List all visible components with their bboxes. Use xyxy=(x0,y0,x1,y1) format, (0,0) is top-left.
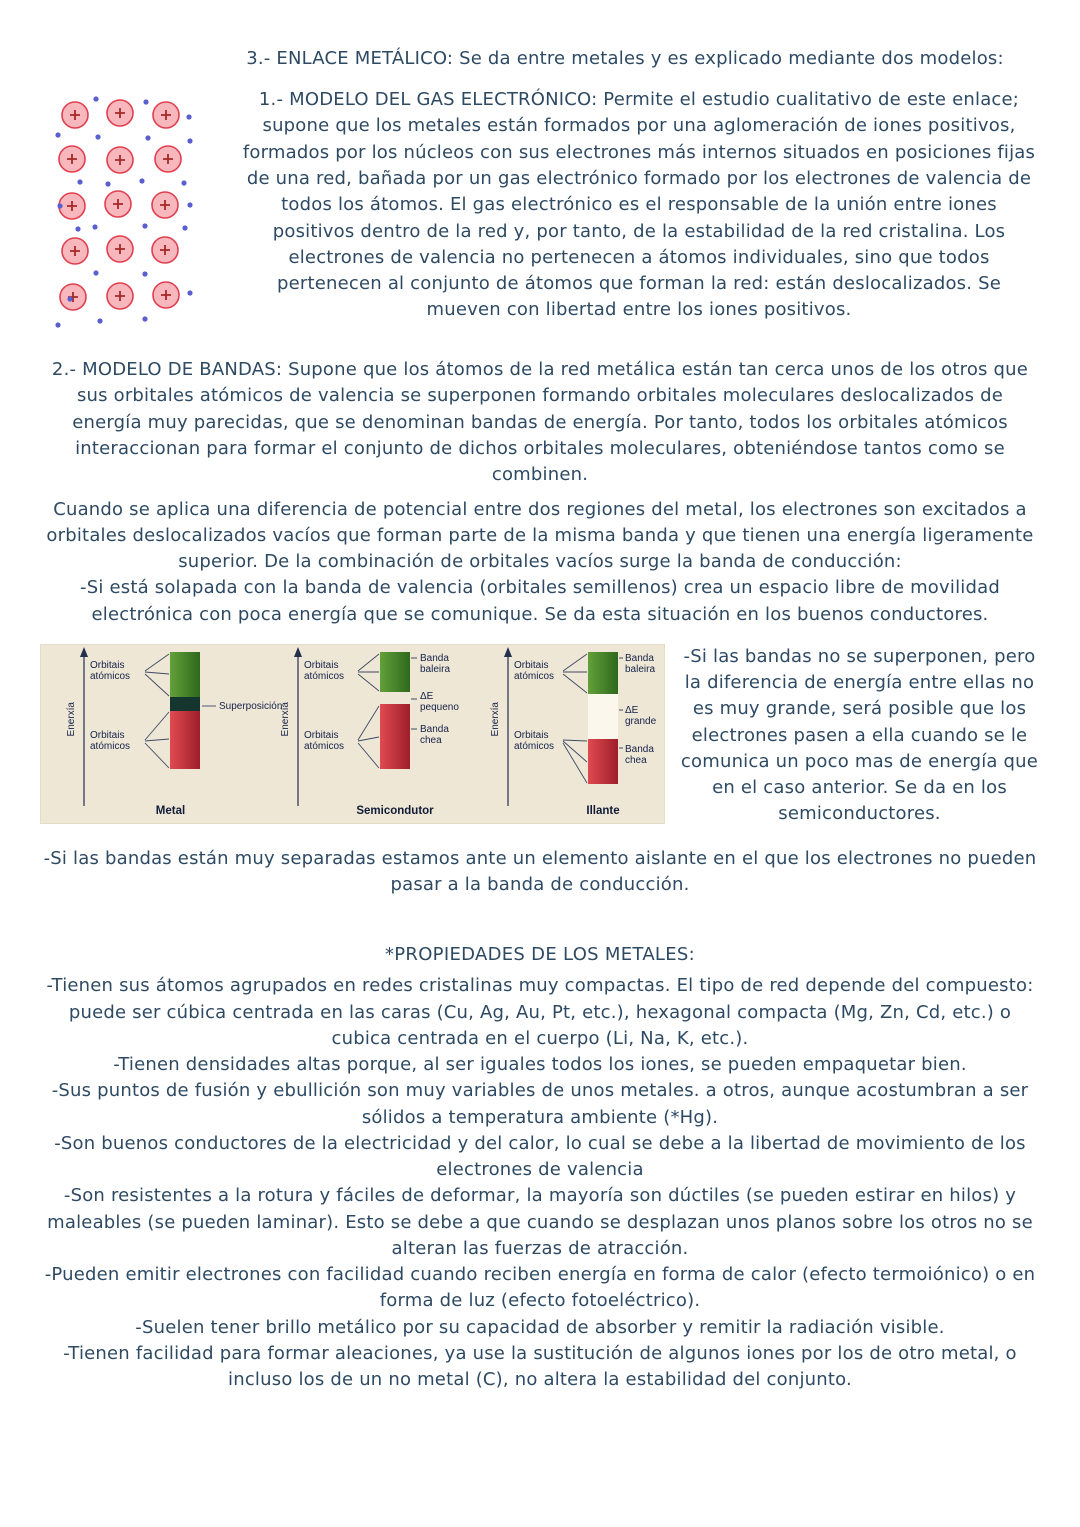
property-item: -Sus puntos de fusión y ebullición son muy variables de unos metales. a otros, aunque acostumbran a ser sólidos a temperatura ambiente (*Hg). xyxy=(51,1080,1029,1128)
empty-band-label: Banda baleira xyxy=(420,652,451,676)
property-item: -Pueden emitir electrones con facilidad cuando reciben energía en forma de calor (efecto termoiónico) o en forma de luz (efecto fotoeléctrico). xyxy=(44,1264,1036,1312)
paragraph-conduction: Cuando se aplica una diferencia de potencial entre dos regiones del metal, los electrones son excitados a orbitales deslocalizados vacíos que forman parte de la misma banda y que tienen una energía ligeramente superior. De la combinación de orbitales vacíos surge la banda de conducción: xyxy=(46,498,1034,573)
energy-axis-label: Enerxía xyxy=(280,701,291,737)
gap-label: ΔE grande xyxy=(625,704,657,728)
metal-full-band xyxy=(170,711,200,769)
ion-lattice-figure xyxy=(50,93,200,333)
property-item: -Son buenos conductores de la electricidad y del calor, lo cual se debe a la libertad de movimiento de los electrones de valencia xyxy=(54,1132,1026,1181)
full-band-label: Banda chea xyxy=(420,723,449,747)
page-title: 3.- ENLACE METÁLICO: Se da entre metales y es explicado mediante dos modelos: xyxy=(246,48,1004,69)
insulator-full-band xyxy=(588,739,618,784)
orbitals-label: Orbitais atómicos xyxy=(90,659,131,683)
insulator-band-column xyxy=(588,652,618,784)
orbitals-label: Orbitais atómicos xyxy=(514,729,555,753)
insulator-caption: Illante xyxy=(586,804,620,817)
paragraph-conductors: -Si está solapada con la banda de valencia (orbitales semillenos) crea un espacio libre de movilidad electrónica con poca energía que se comunique. Se da esta situación en los buenos conductores. xyxy=(80,577,1000,625)
properties-heading: *PROPIEDADES DE LOS METALES: xyxy=(384,944,696,966)
semiconductor-gap xyxy=(380,692,410,704)
superposition-label: Superposición xyxy=(219,700,283,712)
intro-section xyxy=(40,87,1040,337)
semiconductor-band-column xyxy=(380,652,410,769)
property-item: -Tienen sus átomos agrupados en redes cristalinas muy compactas. El tipo de red depende del compuesto: puede ser cúbica centrada en las caras (Cu, Ag, Au, Pt, etc.), hexagonal compacta (Mg, Zn, Cd, etc.) o cubica centrada en el cuerpo (Li, Na, K, etc.). xyxy=(46,975,1034,1049)
energy-axis-label: Enerxía xyxy=(490,701,501,737)
semiconductor-empty-band xyxy=(380,652,410,692)
orbitals-label: Orbitais atómicos xyxy=(304,659,345,683)
insulator-gap xyxy=(588,694,618,739)
orbitals-label: Orbitais atómicos xyxy=(514,659,555,683)
paragraph-bands-model: 2.- MODELO DE BANDAS: Supone que los átomos de la red metálica están tan cerca unos de los otros que sus orbitales atómicos de valencia se superponen formando orbitales moleculares deslocalizados de energía muy parecidas, que se denominan bandas de energía. Por tanto, todos los orbitales atómicos interaccionan para formar el conjunto de dichos orbitales moleculares, obteniéndose tantos como se combinen. xyxy=(51,359,1029,486)
orbitals-label: Orbitais atómicos xyxy=(90,729,131,753)
metal-empty-band xyxy=(170,652,200,697)
metal-overlap-band xyxy=(170,697,200,711)
property-item: -Suelen tener brillo metálico por su capacidad de absorber y remitir la radiación visible. xyxy=(135,1316,945,1338)
ion-lattice-svg xyxy=(50,93,200,333)
full-band-label: Banda chea xyxy=(625,743,654,767)
property-item: -Tienen facilidad para formar aleaciones, ya use la sustitución de algunos iones por los de otro metal, o incluso los de un no metal (C), no altera la estabilidad del conjunto. xyxy=(63,1342,1017,1391)
empty-band-label: Banda baleira xyxy=(625,652,656,676)
paragraph-insulators-note: -Si las bandas están muy separadas estamos ante un elemento aislante en el que los electrones no pueden pasar a la banda de conducción. xyxy=(43,847,1037,895)
paragraph-gas-model: 1.- MODELO DEL GAS ELECTRÓNICO: Permite el estudio cualitativo de este enlace; supone que los metales están formados por una aglomeración de iones positivos, formados por los núcleos con sus electrones más internos situados en posiciones fijas de una red, bañada por un gas electrónico formado por los electrones de valencia de todos los átomos. El gas electrónico es el responsable de la unión entre iones positivos dentro de la red y, por tanto, de la estabilidad de la red cristalina. Los electrones de valencia no pertenecen a átomos individuales, sino que todos pertenecen al conjunto de átomos que forman la red: están deslocalizados. Se mueven con libertad entre los iones positivos. xyxy=(242,89,1036,321)
property-item: -Son resistentes a la rotura y fáciles de deformar, la mayoría son dúctiles (se pueden estirar en hilos) y maleables (se pueden laminar). Esto se debe a que cuando se desplazan unos planos sobre los otros no se alteran las fuerzas de atracción. xyxy=(47,1185,1033,1259)
gap-label: ΔE pequeno xyxy=(420,690,459,714)
semiconductor-caption: Semicondutor xyxy=(356,804,434,817)
band-diagram-figure xyxy=(40,644,665,824)
insulator-empty-band xyxy=(588,652,618,694)
metal-band-column xyxy=(170,652,200,769)
property-item: -Tienen densidades altas porque, al ser iguales todos los iones, se pueden empaquetar bien. xyxy=(113,1054,967,1076)
properties-list xyxy=(40,973,1040,1393)
paragraph-semiconductors-note: -Si las bandas no se superponen, pero la diferencia de energía entre ellas no es muy grande, será posible que los electrones pasen a ella cuando se le comunica un poco mas de energía que en el caso anterior. Se da en los semiconductores. xyxy=(680,645,1039,825)
energy-axis-label: Enerxía xyxy=(66,701,77,737)
metal-caption: Metal xyxy=(155,804,186,817)
band-diagram-section xyxy=(40,644,1040,828)
semiconductor-full-band xyxy=(380,704,410,769)
orbitals-label: Orbitais atómicos xyxy=(304,729,345,753)
